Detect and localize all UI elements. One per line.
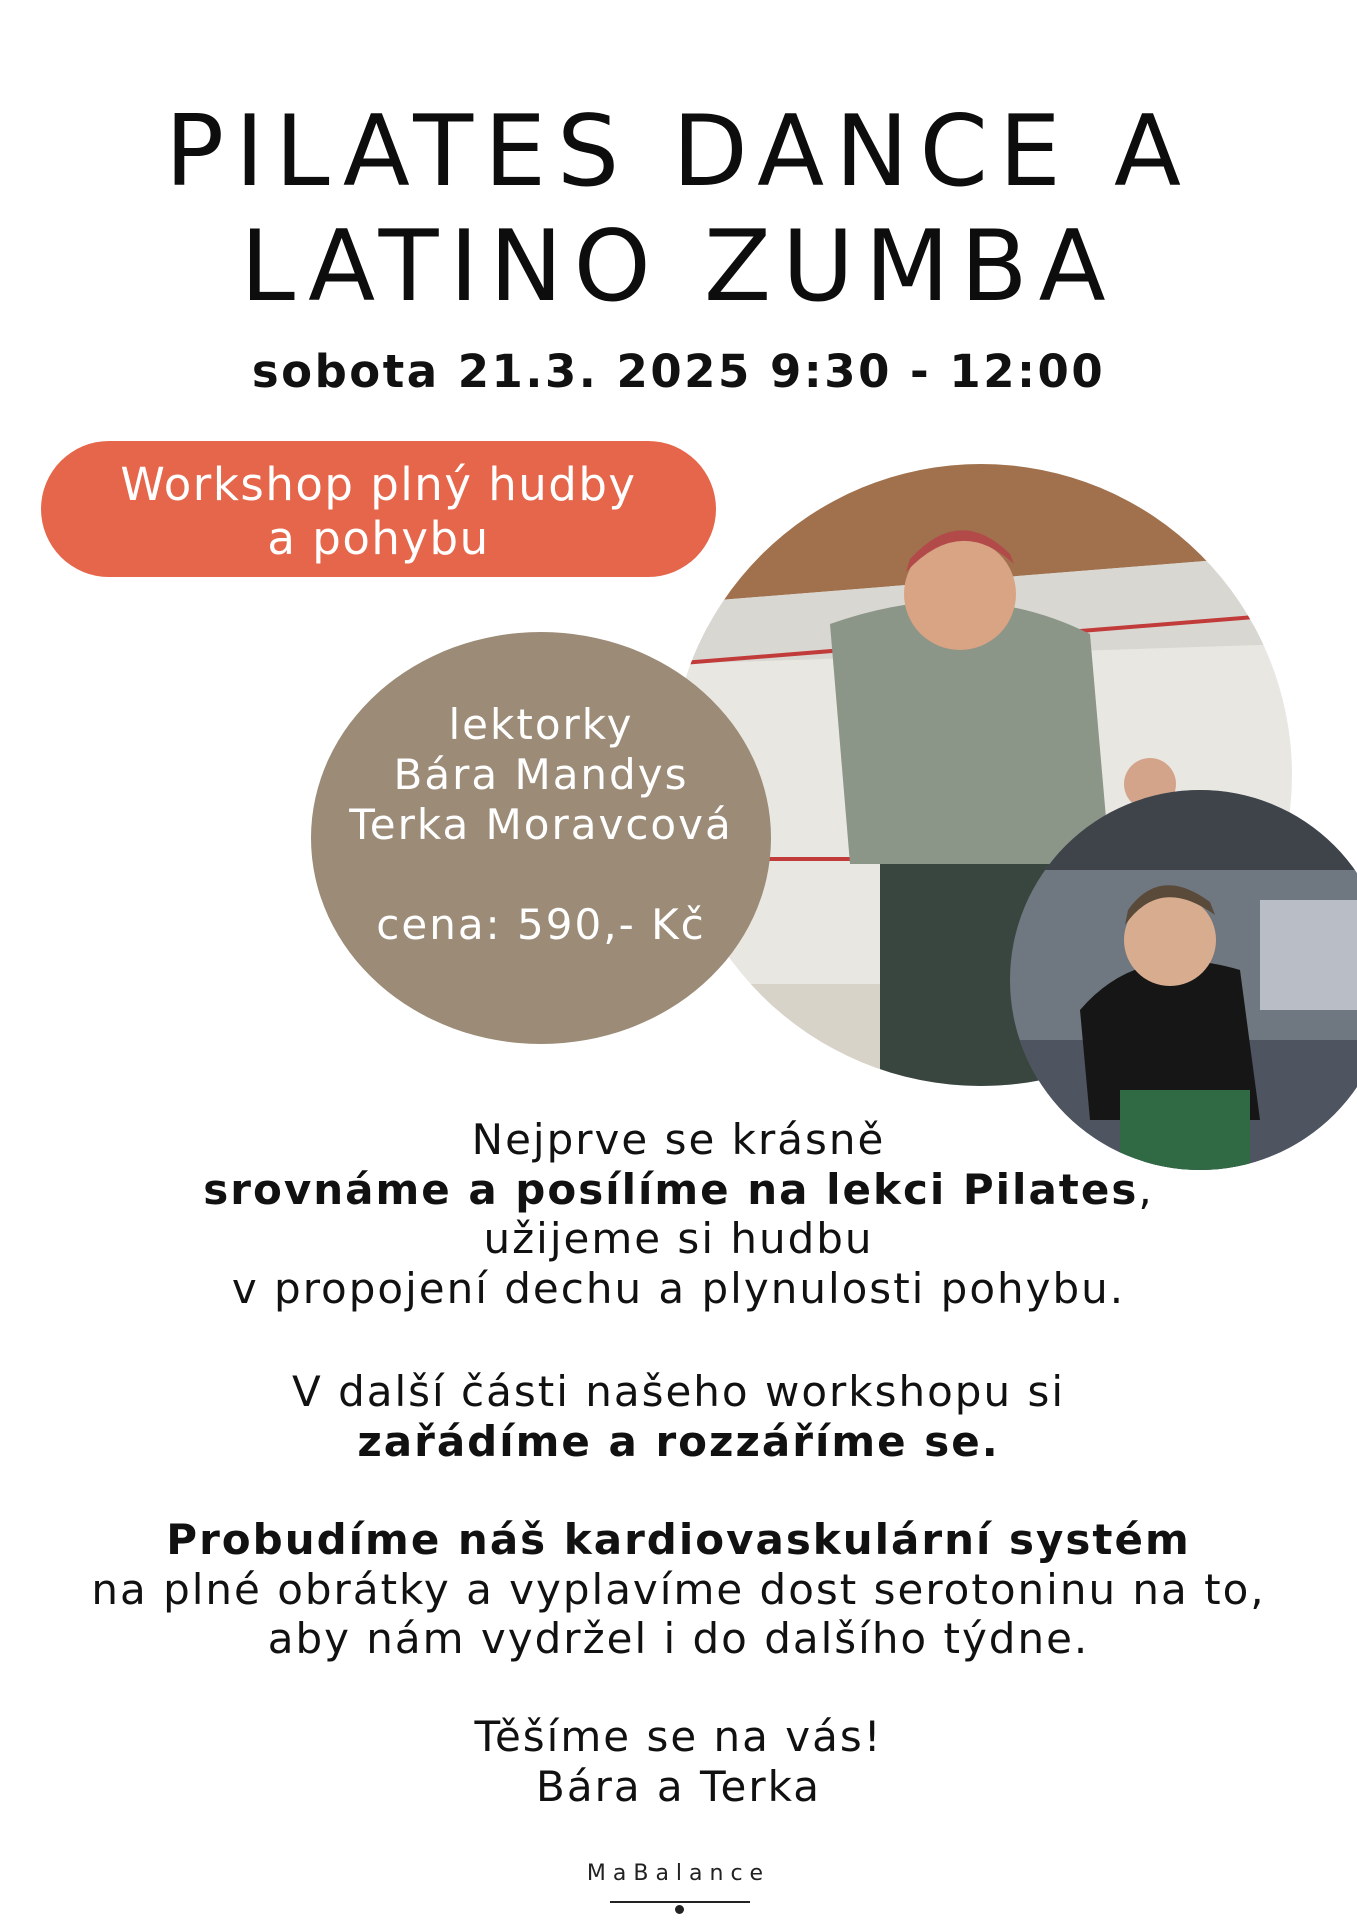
- paragraph-third: [0, 1515, 1357, 1664]
- logo-underline: [610, 1901, 750, 1903]
- paragraph-intro-line-3: užijeme si hudbu: [483, 1214, 874, 1263]
- paragraph-second-bold: zařádíme a rozzáříme se.: [357, 1416, 1000, 1466]
- paragraph-intro-bold: srovnáme a posílíme na lekci Pilates: [203, 1164, 1139, 1214]
- paragraph-third-bold: Probudíme náš kardiovaskulární systém: [166, 1515, 1191, 1564]
- logo-dot: [675, 1905, 684, 1914]
- closing-signature: Bára a Terka: [536, 1761, 821, 1811]
- instructor-name-2: Terka Moravcová: [349, 800, 733, 849]
- brand-logo: MaBalance: [586, 1861, 771, 1886]
- info-circle-text: [311, 700, 771, 950]
- paragraph-intro-line-2: [0, 1165, 1357, 1215]
- price: cena: 590,- Kč: [376, 900, 706, 949]
- workshop-badge-line-2: a pohybu: [267, 512, 490, 565]
- paragraph-second-line-2: [0, 1417, 1357, 1467]
- paragraph-intro-line-4: v propojení dechu a plynulosti pohybu.: [231, 1263, 1126, 1313]
- paragraph-third-line-1: [0, 1515, 1357, 1565]
- paragraph-third-line-2: na plné obrátky a vyplavíme dost serotoninu na to,: [91, 1564, 1266, 1614]
- paragraph-intro-comma: ,: [1138, 1164, 1154, 1214]
- paragraph-third-line-3: aby nám vydržel i do dalšího týdne.: [267, 1614, 1090, 1663]
- instructors-label: lektorky: [448, 700, 634, 749]
- paragraph-second-line-1: V další části našeho workshopu si: [291, 1367, 1065, 1416]
- title-line-2: LATINO ZUMBA: [240, 210, 1117, 324]
- workshop-badge-text: [41, 458, 716, 566]
- title-line-1: PILATES DANCE A: [164, 95, 1193, 209]
- paragraph-intro-line-1: Nejprve se krásně: [471, 1115, 886, 1164]
- paragraph-second: [0, 1367, 1357, 1466]
- event-date: sobota 21.3. 2025 9:30 - 12:00: [251, 345, 1106, 398]
- paragraph-intro: [0, 1115, 1357, 1313]
- workshop-badge-line-1: Workshop plný hudby: [120, 458, 637, 511]
- closing: [0, 1712, 1357, 1811]
- closing-line-1: Těšíme se na vás!: [474, 1712, 883, 1761]
- instructor-name-1: Bára Mandys: [393, 750, 689, 799]
